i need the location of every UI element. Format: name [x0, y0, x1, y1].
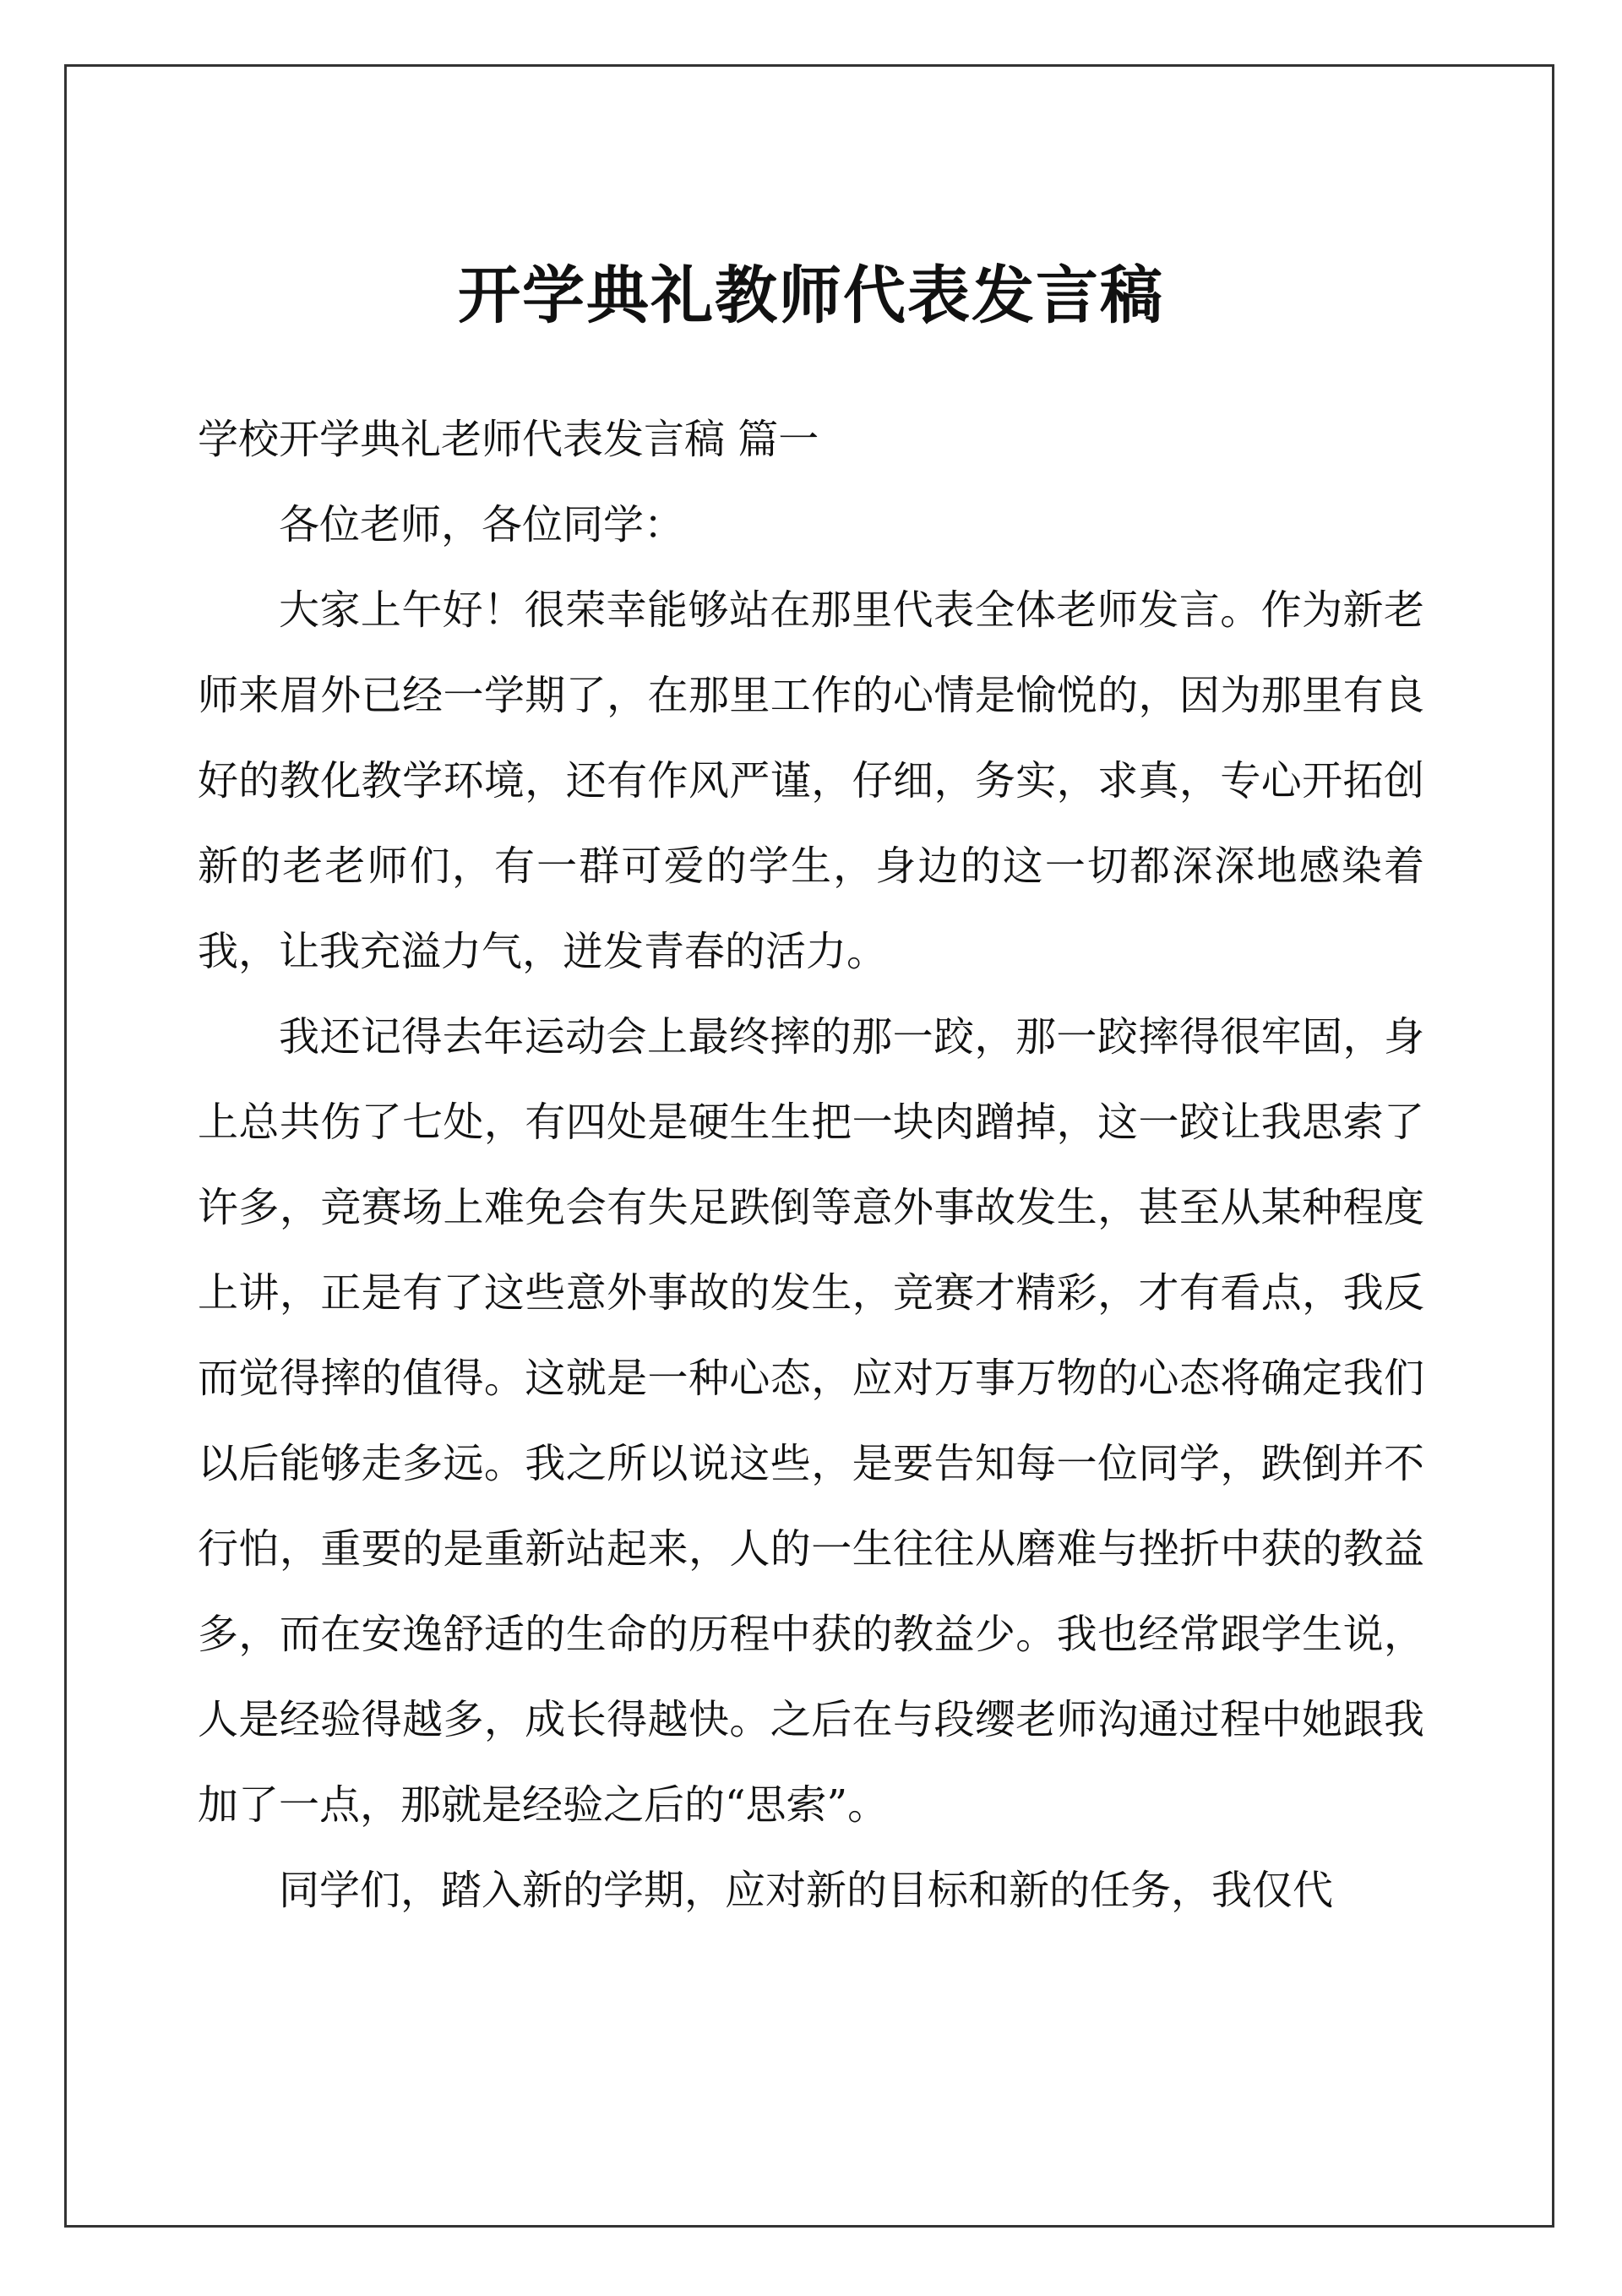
document-body: [198, 397, 1424, 1933]
document-title: 开学典礼教师代表发言稿: [458, 259, 1164, 332]
paragraph-closing: 同学们，踏入新的学期，应对新的目标和新的任务，我仅代: [279, 1867, 1334, 1914]
paragraph-intro: 大家上午好！很荣幸能够站在那里代表全体老师发言。作为新老师来眉外已经一学期了，在那里工作的心情是愉悦的，因为那里有良好的教化教学环境，还有作风严谨，仔细，务实，求真，专心开拓创新的老老师们，有一群可爱的学生，身边的这一切都深深地感染着我，让我充溢力气，迸发青春的活力。: [198, 586, 1424, 975]
paragraph-greeting: 各位老师，各位同学：: [279, 501, 685, 548]
paragraph-story: 我还记得去年运动会上最终摔的那一跤，那一跤摔得很牢固，身上总共伤了七处，有四处是硬生生把一块肉蹭掉，这一跤让我思索了许多，竞赛场上难免会有失足跌倒等意外事故发生，甚至从某种程度上讲，正是有了这些意外事故的发生，竞赛才精彩，才有看点，我反而觉得摔的值得。这就是一种心态，应对万事万物的心态将确定我们以后能够走多远。我之所以说这些，是要告知每一位同学，跌倒并不行怕，重要的是重新站起来，人的一生往往从磨难与挫折中获的教益多，而在安逸舒适的生命的历程中获的教益少。我也经常跟学生说，人是经验得越多，成长得越快。之后在与段缨老师沟通过程中她跟我加了一点，那就是经验之后的“思索”。: [198, 1013, 1424, 1829]
section-heading: 学校开学典礼老师代表发言稿 篇一: [198, 416, 819, 463]
